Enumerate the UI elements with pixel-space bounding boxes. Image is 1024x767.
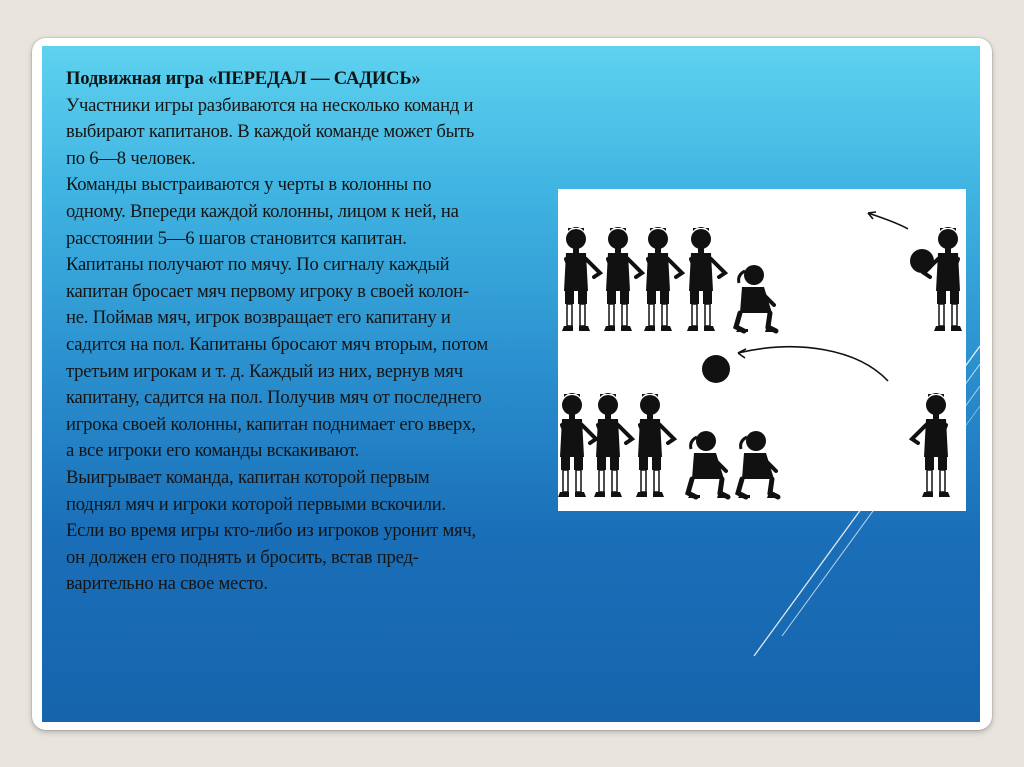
- text-line: по 6—8 человек.: [66, 147, 196, 169]
- children-ball-game-icon: [558, 189, 966, 511]
- text-line: третьим игрокам и т. д. Каждый из них, вернув мяч: [66, 360, 463, 382]
- game-description: [66, 66, 536, 598]
- text-line: Участники игры разбиваются на несколько команд и: [66, 94, 474, 116]
- text-line: расстоянии 5—6 шагов становится капитан.: [66, 227, 407, 249]
- game-title: Подвижная игра «ПЕРЕДАЛ — САДИСЬ»: [66, 68, 421, 89]
- slide: [42, 46, 980, 722]
- text-line: варительно на свое место.: [66, 573, 268, 595]
- text-line: выбирают капитанов. В каждой команде может быть: [66, 121, 475, 143]
- text-line: он должен его поднять и бросить, встав пред-: [66, 546, 419, 568]
- text-line: Если во время игры кто-либо из игроков уронит мяч,: [66, 520, 477, 542]
- game-illustration: [558, 189, 966, 511]
- text-line: одному. Впереди каждой колонны, лицом к ней, на: [66, 200, 459, 222]
- text-line: поднял мяч и игроки которой первыми вскочили.: [66, 493, 446, 515]
- text-line: Команды выстраиваются у черты в колонны по: [66, 174, 432, 196]
- text-line: а все игроки его команды вскакивают.: [66, 440, 360, 462]
- text-line: капитану, садится на пол. Получив мяч от последнего: [66, 387, 482, 409]
- text-line: капитан бросает мяч первому игроку в своей колон-: [66, 280, 469, 302]
- text-line: Капитаны получают по мячу. По сигналу каждый: [66, 254, 450, 276]
- text-line: садится на пол. Капитаны бросают мяч вторым, потом: [66, 333, 489, 355]
- text-line: игрока своей колонны, капитан поднимает его вверх,: [66, 413, 476, 435]
- text-line: Выигрывает команда, капитан которой первым: [66, 466, 430, 488]
- text-line: не. Поймав мяч, игрок возвращает его капитану и: [66, 307, 451, 329]
